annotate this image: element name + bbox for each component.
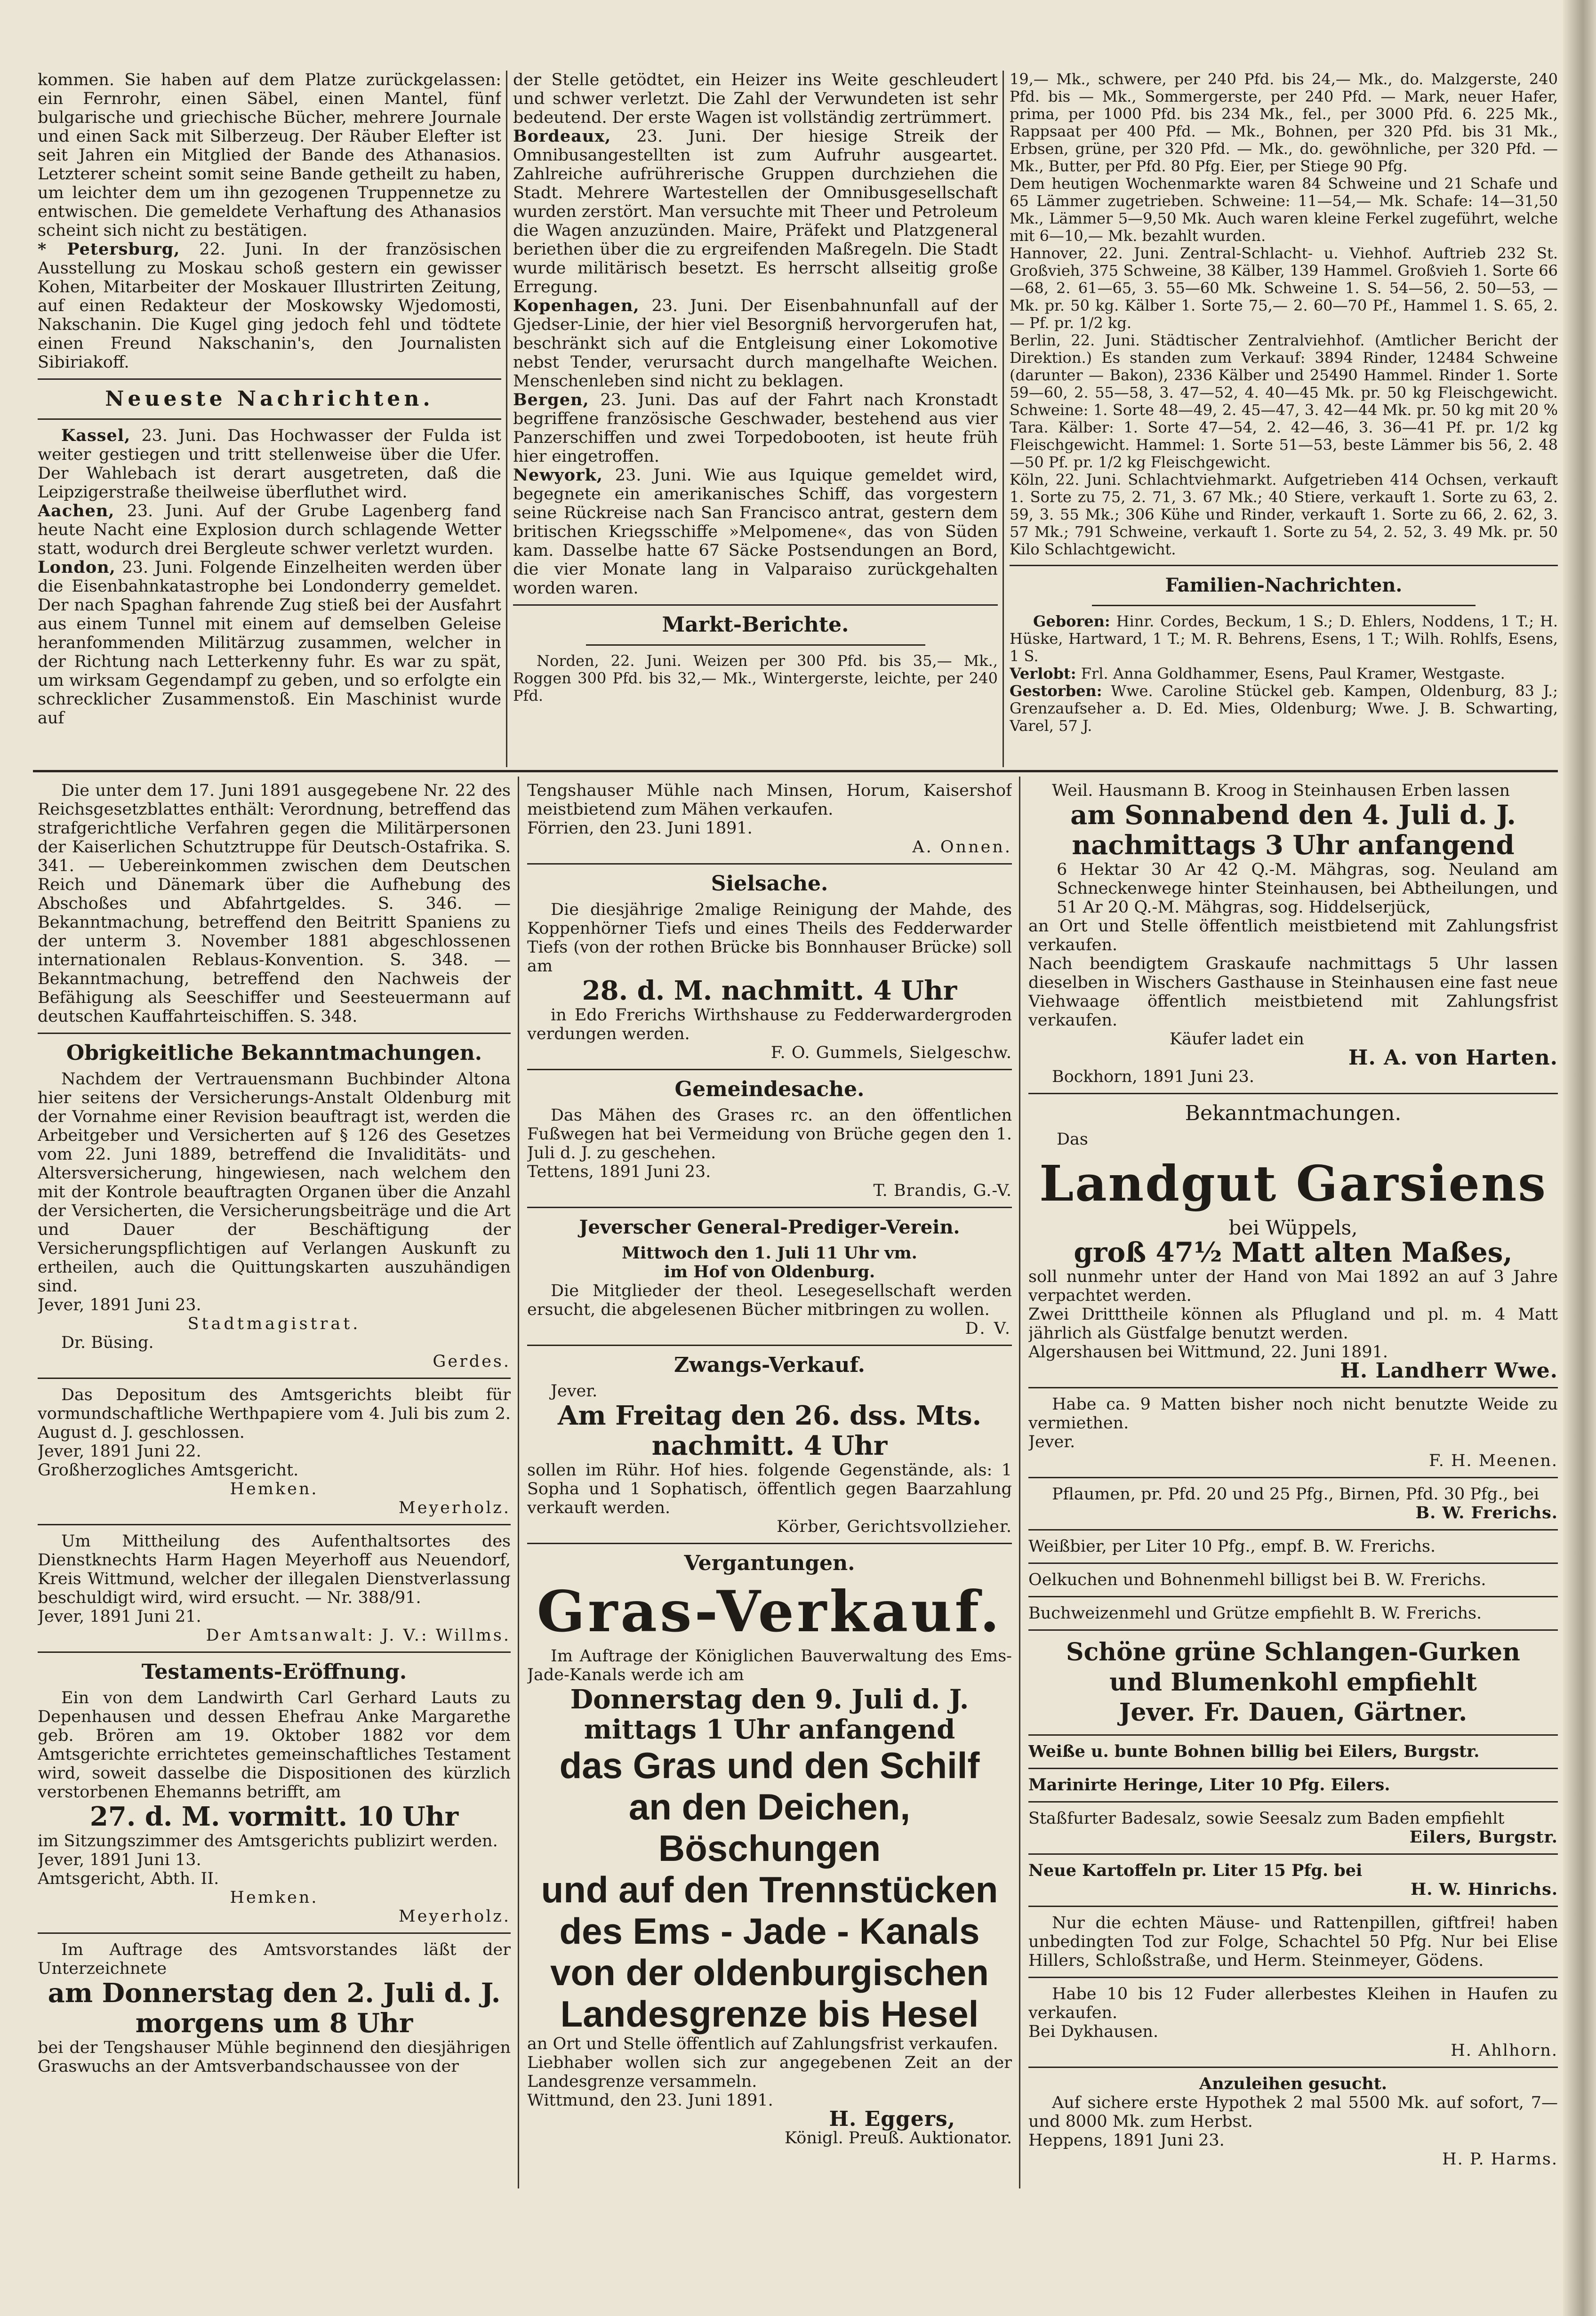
news-paragraph: London, 23. Juni. Folgende Einzelheiten werden über die Eisenbahnkatastrophe bei Londonderry gemeldet. Der nach Spaghan fahrende Zug stieß bei der Ausfahrt aus einem Tunnel mit einem auf demselben Geleise heranfommenden Militärzug zusammen, welcher in der Richtung nach Letterkenny fuhr. Es war zu spät, um wirksam Gegendampf zu geben, und so erfolgte ein schrecklicher Zusammenstoß. Ein Maschinist wurde auf [38, 558, 501, 728]
news-paragraph: der Stelle getödtet, ein Heizer ins Weite geschleudert und schwer verletzt. Die Zahl der Verwundeten ist sehr bedeutend. Der erste Wagen ist vollständig zertrümmert. [513, 71, 998, 127]
notice-highlight: Schöne grüne Schlangen-Gurken [1066, 1638, 1520, 1667]
divider [1028, 2067, 1558, 2068]
notice-signature: T. Brandis, G.-V. [873, 1181, 1012, 1200]
divider [1028, 1563, 1558, 1564]
section-heading: Zwangs-Verkauf. [674, 1353, 866, 1377]
notice-text: bei der Tengshauser Mühle beginnend den diesjährigen Graswuchs an der Amtsverbandschaussee von der [38, 2038, 511, 2076]
notice-text: bei Wüppels, [1228, 1216, 1358, 1239]
column-rule-1 [506, 71, 507, 767]
notice-highlight: Mittwoch den 1. Juli 11 Uhr vm. [622, 1243, 917, 1263]
notice-highlight: und Blumenkohl empfiehlt [1109, 1668, 1477, 1697]
advertisement-line: von der oldenburgischen [550, 1952, 989, 1993]
notice-text: Pflaumen, pr. Pfd. 20 und 25 Pfg., Birnen, Pfd. 30 Pfg., bei [1052, 1485, 1540, 1504]
divider [1028, 1734, 1558, 1736]
divider [527, 1207, 1012, 1208]
notice-text: Nur die echten Mäuse- und Rattenpillen, giftfrei! haben unbedingten Tod zur Folge, Schachtel 50 Pfg. Nur bei Elise Hillers, Schloßstraße, und Herm. Steinmeyer, Gödens. [1028, 1914, 1558, 1970]
news-paragraph: Newyork, 23. Juni. Wie aus Iquique gemeldet wird, begegnete ein amerikanisches Schiff, das vorgestern seine Rückreise nach San Francisco antrat, gestern dem britischen Kriegsschiffe »Melpomene«, das von Süden kam. Dasselbe hatte 67 Säcke Postsendungen an Bord, die vier Monate lang in Valparaiso zurückgehalten worden waren. [513, 465, 998, 598]
column-rule-2 [1003, 71, 1004, 767]
notice-signature: Körber, Gerichtsvollzieher. [777, 1517, 1012, 1536]
notice-text: Das [1057, 1130, 1088, 1149]
notice-highlight: groß 47½ Matt alten Maßes, [1074, 1236, 1513, 1268]
notice-signature: Amtsgericht, Abth. II. [38, 1869, 219, 1888]
divider [1028, 1529, 1558, 1531]
notice-text: Im Auftrage der Königlichen Bauverwaltung des Ems-Jade-Kanals werde ich am [527, 1647, 1012, 1684]
notice-signature: Dr. Büsing. [61, 1333, 154, 1352]
notice-text: im Sitzungszimmer des Amtsgerichts publizirt werden. [38, 1832, 498, 1851]
notice-highlight: morgens um 8 Uhr [135, 2008, 413, 2039]
advertisement-line: an den Deichen, Böschungen [628, 1786, 911, 1869]
notice-text: Nach beendigtem Graskaufe nachmittags 5 Uhr lassen dieselben in Wischers Gasthause in Steinhausen eine fast neue Viehwaage öffentlich meistbietend mit Zahlungsfrist verkaufen. [1028, 954, 1558, 1030]
divider [1028, 1801, 1558, 1803]
advertisement-headline: Landgut Garsiens [1039, 1154, 1547, 1212]
divider [1092, 605, 1476, 606]
notice-signature: A. Onnen. [912, 838, 1012, 857]
divider [38, 378, 501, 380]
ads-column-1 [38, 781, 511, 2193]
section-heading: Testaments-Eröffnung. [141, 1660, 407, 1684]
divider [513, 604, 998, 606]
advertisement-line: Landesgrenze bis Hesel [560, 1993, 979, 2035]
section-heading: Sielsache. [711, 872, 828, 896]
notice-signature: F. O. Gummels, Sielgeschw. [770, 1043, 1012, 1062]
notice-text: Auf sichere erste Hypothek 2 mal 5500 Mk. auf sofort, 7— und 8000 Mk. zum Herbst. [1028, 2093, 1558, 2131]
notice-text: Weil. Hausmann B. Kroog in Steinhausen Erben lassen [1052, 781, 1510, 800]
divider [527, 863, 1012, 865]
notice-signature: Meyerholz. [398, 1907, 511, 1926]
divider [1028, 1977, 1558, 1978]
notice-date: Förrien, den 23. Juni 1891. [527, 819, 753, 838]
section-heading: Obrigkeitliche Bekanntmachungen. [66, 1041, 482, 1065]
family-notice: Geboren: Hinr. Cordes, Beckum, 1 S.; D. Ehlers, Noddens, 1 T.; H. Hüske, Hartward, 1 T.; M. R. Behrens, Esens, 1 T.; Wilh. Rohlfs, Esens, 1 S. [1010, 612, 1558, 665]
notice-signature: H. Eggers, [829, 2107, 955, 2131]
notice-highlight: am Donnerstag den 2. Juli d. J. [48, 1978, 501, 2009]
section-heading: Vergantungen. [684, 1551, 855, 1575]
notice-highlight: Am Freitag den 26. dss. Mts. [557, 1400, 982, 1431]
section-heading: Markt-Berichte. [662, 613, 849, 637]
notice-text: Ein von dem Landwirth Carl Gerhard Lauts zu Depenhausen und dessen Ehefrau Anke Margarethe geb. Brören am 19. Oktober 1882 vor dem Amtsgerichte errichtetes gemeinschaftliches Testament wird, soweit dasselbe die Dispositionen des kürzlich verstorbenen Ehemanns betrifft, am [38, 1689, 511, 1802]
notice-signature: B. W. Frerichs. [1415, 1503, 1558, 1523]
notice-highlight: nachmittags 3 Uhr anfangend [1072, 830, 1515, 861]
divider [527, 1543, 1012, 1544]
divider [38, 1378, 511, 1379]
column-rule-3 [518, 777, 519, 2188]
section-heading: Bekanntmachungen. [1185, 1101, 1402, 1125]
divider [1028, 1906, 1558, 1907]
news-column-1 [38, 71, 501, 767]
notice-date: Jever, 1891 Juni 13. [38, 1851, 201, 1869]
notice-text: sollen im Rühr. Hof hies. folgende Gegenstände, als: 1 Sopha und 1 Sophatisch, öffentlich gegen Baarzahlung verkauft werden. [527, 1461, 1012, 1517]
notice-date: Jever, 1891 Juni 21. [38, 1607, 201, 1626]
notice-signature: Eilers, Burgstr. [1409, 1827, 1558, 1847]
section-rule [33, 770, 1558, 772]
notice-text: Um Mittheilung des Aufenthaltsortes des Dienstknechts Harm Hagen Meyerhoff aus Neuendorf, Kreis Wittmund, welcher der illegalen Dienstverlassung beschuldigt wird, wird ersucht. — Nr. 388/91. [38, 1532, 511, 1607]
column-rule-4 [1019, 777, 1020, 2188]
notice-signature: Hemken. [230, 1888, 319, 1907]
notice-signature: Hemken. [230, 1480, 319, 1499]
news-paragraph: Aachen, 23. Juni. Auf der Grube Lagenberg fand heute Nacht eine Explosion durch schlagende Wetter statt, wodurch drei Bergleute schwer verletzt wurden. [38, 501, 501, 558]
news-paragraph: kommen. Sie haben auf dem Platze zurückgelassen: ein Fernrohr, einen Säbel, einen Mantel, fünf bulgarische und griechische Bücher, mehrere Journale und einen Sack mit Silberzeug. Der Räuber Elefter ist seit Jahren ein Mitglied der Bande des Athanasios. Letzterer scheint somit seine Bande getheilt zu haben, um leichter dem um ihn gezogenen Truppennetze zu entwischen. Die gemeldete Verhaftung des Athanasios scheint sich nicht zu bestätigen. [38, 71, 501, 240]
notice-signature: Meyerholz. [398, 1499, 511, 1517]
notice-text: Liebhaber wollen sich zur angegebenen Zeit an der Landesgrenze versammeln. [527, 2053, 1012, 2091]
notice-text: Marinirte Heringe, Liter 10 Pfg. Eilers. [1028, 1775, 1390, 1795]
notice-text: Käufer ladet ein [1170, 1030, 1304, 1049]
page-binding-edge [1563, 0, 1596, 2316]
divider [38, 1651, 511, 1653]
notice-text: Das Depositum des Amtsgerichts bleibt für vormundschaftliche Werthpapiere vom 4. Juli bis zum 2. August d. J. geschlossen. [38, 1386, 511, 1442]
news-paragraph: Bergen, 23. Juni. Das auf der Fahrt nach Kronstadt begriffene französische Geschwader, bestehend aus vier Panzerschiffen und zwei Torpedobooten, ist heute früh hier eingetroffen. [513, 390, 998, 466]
notice-highlight: 28. d. M. nachmitt. 4 Uhr [582, 975, 957, 1006]
market-report: Norden, 22. Juni. Weizen per 300 Pfd. bis 35,— Mk., Roggen 300 Pfd. bis 32,— Mk., Wintergerste, leichte, per 240 Pfd. [513, 652, 998, 705]
notice-text: Staßfurter Badesalz, sowie Seesalz zum Baden empfiehlt [1028, 1809, 1505, 1828]
news-paragraph: Bordeaux, 23. Juni. Der hiesige Streik der Omnibusangestellten ist zum Aufruhr ausgeartet. Zahlreiche aufrührerische Gruppen durchziehen die Stadt. Mehrere Wartestellen der Omnibusgesellschaft wurden zerstört. Man versuchte mit Theer und Petroleum die Wagen anzuzünden. Maire, Präfekt und Platzgeneral beriethen über die zu ergreifenden Maßregeln. Die Stadt wurde militärisch besetzt. Es herrscht allseitig große Erregung. [513, 127, 998, 297]
notice-highlight: im Hof von Oldenburg. [664, 1262, 875, 1282]
notice-text: Im Auftrage des Amtsvorstandes läßt der Unterzeichnete [38, 1940, 511, 1978]
notice-place: Jever. [551, 1382, 598, 1401]
family-notice: Verlobt: Frl. Anna Goldhammer, Esens, Paul Kramer, Westgaste. [1010, 665, 1505, 682]
notice-text: Die unter dem 17. Juni 1891 ausgegebene Nr. 22 des Reichsgesetzblattes enthält: Verordnung, betreffend das strafgerichtliche Verfahren gegen die Militärpersonen der Kaiserlichen Schutztruppe für Deutsch-Ostafrika. S. 341. — Uebereinkommen zwischen dem Deutschen Reich und Dänemark über die Aufhebung des Abschoßes und Abfahrtgeldes. S. 346. — Bekanntmachung, betreffend den Beitritt Spaniens zu der unterm 3. November 1881 abgeschlossenen internationalen Reblaus-Konvention. S. 348. — Bekanntmachung, betreffend den Nachweis der Befähigung als Seeschiffer und Seesteuermann auf deutschen Kauffahrteischiffen. S. 348. [38, 781, 511, 1026]
notice-text: Oelkuchen und Bohnenmehl billigst bei B. W. Frerichs. [1028, 1571, 1486, 1589]
divider [38, 1033, 511, 1034]
notice-text: Weiße u. bunte Bohnen billig bei Eilers, Burgstr. [1028, 1742, 1480, 1761]
notice-text: in Edo Frerichs Wirthshause zu Fedderwardergroden verdungen werden. [527, 1006, 1012, 1043]
market-report: 19,— Mk., schwere, per 240 Pfd. bis 24,— Mk., do. Malzgerste, 240 Pfd. bis — Mk., Sommergerste, per 240 Pfd. — Mark, neuer Hafer, prima, per 1000 Pfd. bis 234 Mk., fel., per 3000 Pfd. 6. 225 Mk., Rappsaat per 400 Pfd. — Mk., Bohnen, per 320 Pfd. bis 31 Mk., Erbsen, grüne, per 320 Pfd. — Mk., do. gewöhnliche, per 320 Pfd. — Mk., Butter, per Pfd. 80 Pfg. Eier, per Stiege 90 Pfg. [1010, 71, 1558, 175]
notice-highlight: am Sonnabend den 4. Juli d. J. [1070, 800, 1516, 831]
section-heading: Gemeindesache. [674, 1077, 865, 1101]
divider [1028, 1093, 1558, 1094]
market-report: Dem heutigen Wochenmarkte waren 84 Schweine und 21 Schafe und 65 Lämmer zugetrieben. Schweine: 11—54,— Mk. Schafe: 14—31,50 Mk., Lämmer 5—9,50 Mk. Auch waren kleine Ferkel zugeführt, welche mit 6—10,— Mk. bezahlt wurden. [1010, 175, 1558, 245]
notice-text: Weißbier, per Liter 10 Pfg., empf. B. W. Frerichs. [1028, 1537, 1436, 1556]
divider [1028, 1629, 1558, 1631]
notice-signature: Stadtmagistrat. [187, 1314, 361, 1333]
section-heading: Jeverscher General-Prediger-Verein. [579, 1216, 960, 1238]
market-report: Berlin, 22. Juni. Städtischer Zentralviehhof. (Amtlicher Bericht der Direktion.) Es standen zum Verkauf: 3894 Rinder, 12484 Schweine (darunter — Bakon), 2336 Kälber und 25490 Hammel. Rinder 1. Sorte 59—60, 2. 55—58, 3. 47—52, 4. 40—45 Mk. pr. 50 kg Fleischgewicht. Schweine: 1. Sorte 48—49, 2. 45—47, 3. 42—44 Mk. pr. 50 kg mit 20 % Tara. Kälber: 1. Sorte 47—54, 2. 42—46, 3. 36—41 Pf. pr. 1/2 kg Fleischgewicht. Hammel: 1. Sorte 51—53, beste Lämmer bis 56, 2. 48—50 Pf. pr. 1/2 kg Fleischgewicht. [1010, 331, 1558, 471]
news-paragraph: * Petersburg, 22. Juni. In der französischen Ausstellung zu Moskau schoß gestern ein gewisser Kohen, Mitarbeiter der Moskauer Illustrirten Zeitung, auf einen Redakteur der Moskowsky Wjedomosti, Nakschanin. Die Kugel ging jedoch fehl und tödtete einen Freund Nakschanin's, den Journalisten Sibiriakoff. [38, 240, 501, 372]
notice-date: Heppens, 1891 Juni 23. [1028, 2131, 1225, 2150]
notice-signature: Königl. Preuß. Auktionator. [785, 2129, 1012, 2148]
notice-highlight: mittags 1 Uhr anfangend [584, 1714, 955, 1745]
notice-date: Jever, 1891 Juni 23. [38, 1296, 201, 1314]
notice-signature: H. P. Harms. [1442, 2150, 1558, 2169]
news-column-3 [1010, 71, 1558, 767]
section-heading: Neueste Nachrichten. [105, 387, 434, 411]
advertisement-headline: Gras-Verkauf. [537, 1579, 1003, 1645]
notice-signature: Großherzogliches Amtsgericht. [38, 1461, 299, 1480]
notice-text: Habe ca. 9 Matten bisher noch nicht benutzte Weide zu vermiethen. [1028, 1395, 1558, 1433]
ads-column-2 [527, 781, 1012, 2193]
notice-text: Die Mitglieder der theol. Lesegesellschaft werden ersucht, die abgelesenen Bücher mitbringen zu wollen. [527, 1282, 1012, 1319]
divider [1028, 1387, 1558, 1388]
notice-signature: H. Landherr Wwe. [1340, 1359, 1558, 1383]
section-heading: Anzuleihen gesucht. [1199, 2074, 1387, 2093]
ads-column-3 [1028, 781, 1558, 2193]
notice-highlight: Donnerstag den 9. Juli d. J. [570, 1684, 969, 1715]
market-report: Hannover, 22. Juni. Zentral-Schlacht- u. Viehhof. Auftrieb 232 St. Großvieh, 375 Schweine, 38 Kälber, 139 Hammel. Großvieh 1. Sorte 66—68, 2. 61—65, 3. 55—60 Mk. Schweine 1. S. 54—56, 2. 50—53, — Mk. pr. 50 kg. Kälber 1. Sorte 75,— 2. 60—70 Pf., Hammel 1. S. 65, 2. — Pf. pr. 1/2 kg. [1010, 244, 1558, 332]
market-report: Köln, 22. Juni. Schlachtviehmarkt. Aufgetrieben 414 Ochsen, verkauft 1. Sorte zu 75, 2. 71, 3. 67 Mk.; 40 Stiere, verkauft 1. Sorte zu 63, 2. 59, 3. 55 Mk.; 306 Kühe und Rinder, verkauft 1. Sorte zu 66, 2. 62, 3. 57 Mk.; 791 Schweine, verkauft 1. Sorte zu 54, 2. 52, 3. 49 Mk. pr. 50 Kilo Schlachtgewicht. [1010, 471, 1558, 558]
notice-date: Algershausen bei Wittmund, 22. Juni 1891. [1028, 1343, 1388, 1362]
notice-text: Jever. [1028, 1433, 1075, 1451]
notice-text: Habe 10 bis 12 Fuder allerbestes Kleihen in Haufen zu verkaufen. [1028, 1985, 1558, 2022]
advertisement-line: des Ems - Jade - Kanals [559, 1910, 980, 1952]
notice-highlight: nachmitt. 4 Uhr [651, 1430, 888, 1461]
notice-text: Nachdem der Vertrauensmann Buchbinder Altona hier seitens der Versicherungs-Anstalt Oldenburg mit der Vornahme einer Revision beauftragt ist, werden die Arbeitgeber und Versicherten auf § 126 des Gesetzes vom 22. Juni 1889, betreffend die Invaliditäts- und Altersversicherung, hingewiesen, nach welchem den mit der Kontrole beauftragten Organen über die Anzahl der Versicherten, die Versicherungsbeiträge und die Art und Dauer der Beschäftigung der Versicherungspflichtigen auf Verlangen Auskunft zu ertheilen, auch die Quittungskarten auszuhändigen sind. [38, 1070, 511, 1296]
notice-text: soll nunmehr unter der Hand von Mai 1892 an auf 3 Jahre verpachtet werden. [1028, 1267, 1558, 1305]
notice-text: Die diesjährige 2malige Reinigung der Mahde, des Koppenhörner Tiefs und eines Theils des Fedderwarder Tiefs (von der rothen Brücke bis Bonnhauser Brücke) soll am [527, 900, 1012, 976]
divider [1028, 1596, 1558, 1597]
notice-text: Zwei Dritttheile können als Pflugland und pl. m. 4 Matt jährlich als Güstfalge benutzt werden. [1028, 1305, 1558, 1343]
notice-date: Jever, 1891 Juni 22. [38, 1442, 201, 1461]
notice-signature: H. W. Hinrichs. [1411, 1880, 1558, 1899]
notice-signature: Gerdes. [433, 1352, 511, 1371]
news-paragraph: Kopenhagen, 23. Juni. Der Eisenbahnunfall auf der Gjedser-Linie, der hier viel Besorgniß hervorgerufen hat, beschränkt sich auf die Entgleisung einer Lokomotive nebst Tender, verursacht durch mangelhafte Weichen. Menschenleben sind nicht zu beklagen. [513, 296, 998, 391]
divider [527, 1345, 1012, 1346]
notice-text: Bei Dykhausen. [1028, 2022, 1159, 2041]
divider [527, 1069, 1012, 1070]
divider [1028, 1768, 1558, 1769]
divider [1028, 1853, 1558, 1855]
divider [38, 418, 501, 420]
notice-signature: H. A. von Harten. [1348, 1046, 1558, 1070]
notice-text: an Ort und Stelle öffentlich auf Zahlungsfrist verkaufen. [527, 2035, 998, 2053]
notice-highlight: Jever. Fr. Dauen, Gärtner. [1119, 1698, 1468, 1727]
divider [38, 1524, 511, 1525]
news-column-2 [513, 71, 998, 767]
notice-text: Neue Kartoffeln pr. Liter 15 Pfg. bei [1028, 1861, 1363, 1880]
notice-text: Tengshauser Mühle nach Minsen, Horum, Kaisershof meistbietend zum Mähen verkaufen. [527, 781, 1012, 819]
notice-text: 6 Hektar 30 Ar 42 Q.-M. Mähgras, sog. Neuland am Schneckenwege hinter Steinhausen, bei Abtheilungen, und 51 Ar 20 Q.-M. Mähgras, sog. Hiddelserjück, [1057, 860, 1558, 917]
divider [1010, 565, 1558, 566]
news-paragraph: Kassel, 23. Juni. Das Hochwasser der Fulda ist weiter gestiegen und tritt stellenweise über die Ufer. Der Wahlebach ist derart ausgetreten, daß die Leipzigerstraße theilweise überfluthet wird. [38, 426, 501, 502]
notice-signature: F. H. Meenen. [1428, 1451, 1558, 1470]
notice-signature: D. V. [965, 1319, 1012, 1338]
notice-text: Das Mähen des Grases rc. an den öffentlichen Fußwegen hat bei Vermeidung von Brüche gegen den 1. Juli d. J. zu geschehen. [527, 1106, 1012, 1162]
advertisement-line: und auf den Trennstücken [541, 1869, 998, 1910]
notice-signature: H. Ahlhorn. [1451, 2041, 1558, 2060]
notice-signature: Der Amtsanwalt: J. V.: Willms. [206, 1626, 511, 1645]
advertisement-line: das Gras und den Schilf [559, 1745, 980, 1786]
divider [586, 644, 925, 646]
divider [38, 1932, 511, 1934]
notice-date: Tettens, 1891 Juni 23. [527, 1162, 711, 1181]
notice-highlight: 27. d. M. vormitt. 10 Uhr [89, 1801, 459, 1832]
notice-date: Bockhorn, 1891 Juni 23. [1052, 1067, 1255, 1086]
family-notice: Gestorben: Wwe. Caroline Stückel geb. Kampen, Oldenburg, 83 J.; Grenzaufseher a. D. Ed. Mies, Oldenburg; Wwe. J. B. Schwarting, Varel, 57 J. [1010, 682, 1558, 735]
divider [1028, 1477, 1558, 1478]
notice-date: Wittmund, den 23. Juni 1891. [527, 2091, 773, 2110]
notice-text: Buchweizenmehl und Grütze empfiehlt B. W. Frerichs. [1028, 1604, 1482, 1623]
notice-text: an Ort und Stelle öffentlich meistbietend mit Zahlungsfrist verkaufen. [1028, 917, 1558, 954]
section-heading: Familien-Nachrichten. [1165, 574, 1403, 596]
